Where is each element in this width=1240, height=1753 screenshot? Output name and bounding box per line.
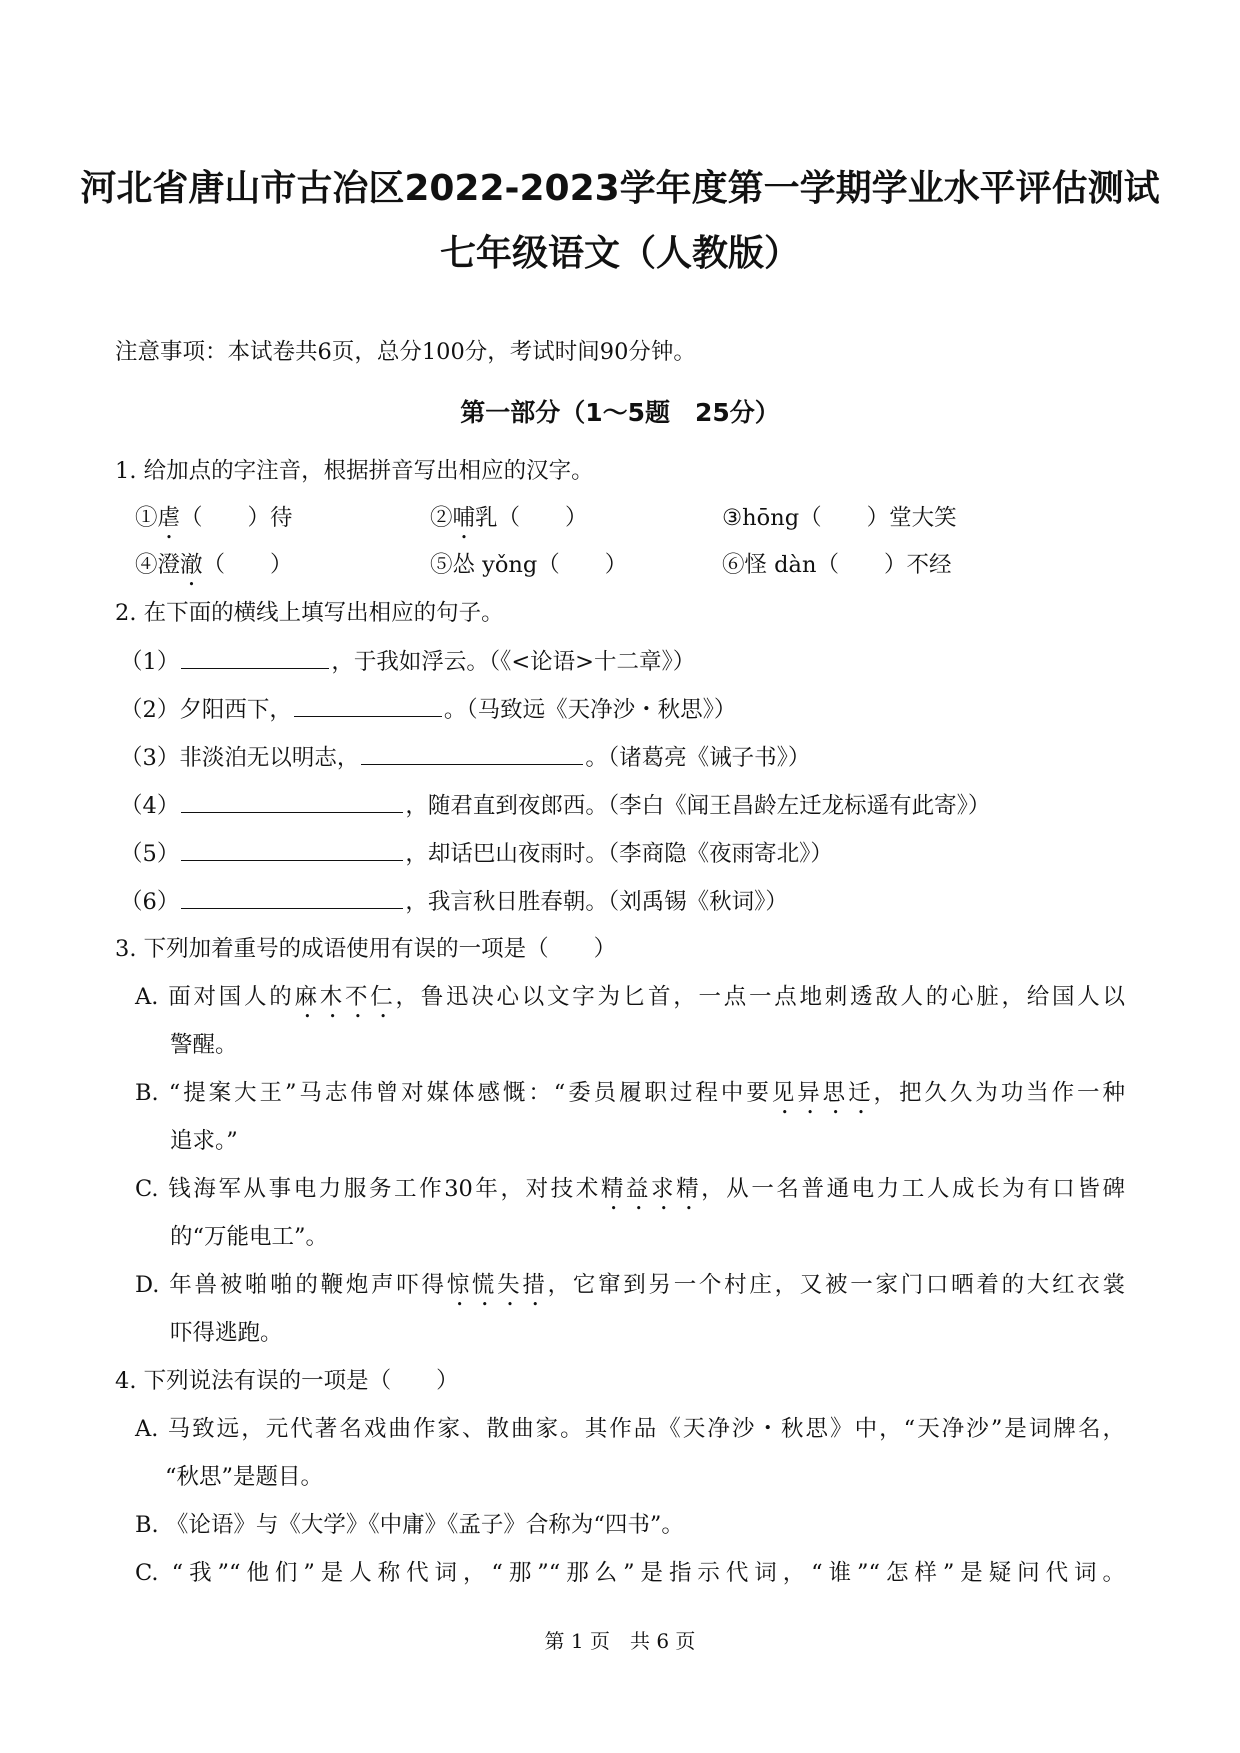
q3-option-c-cont: 的“万能电工”。 <box>170 1224 329 1250</box>
q1-item-3: ③hōng（ ）堂大笑 <box>722 505 957 531</box>
q3-option-b-cont: 追求。” <box>170 1128 238 1154</box>
q4-option-a-cont: “秋思”是题目。 <box>165 1464 324 1490</box>
answer-blank[interactable] <box>294 694 442 717</box>
q1-item-5: ⑤怂 yǒng（ ） <box>430 552 628 578</box>
answer-blank[interactable] <box>181 790 403 813</box>
q3-stem: 3. 下列加着重号的成语使用有误的一项是（ ） <box>115 936 617 962</box>
q3-option-a-cont: 警醒。 <box>170 1032 238 1058</box>
q2-item-6: （6） ，我言秋日胜春朝。（刘禹锡《秋词》） <box>120 886 788 917</box>
q3-option-c: C. 钱海军从事电力服务工作30年，对技术精益求精，从一名普通电力工人成长为有口皆碑 <box>135 1176 1125 1202</box>
q3-option-d-cont: 吓得逃跑。 <box>170 1320 283 1346</box>
q2-item-2: （2）夕阳西下， 。（马致远《天净沙・秋思》） <box>120 694 736 725</box>
q1-item-2: ②哺乳（ ） <box>430 505 588 531</box>
exam-subtitle: 七年级语文（人教版） <box>439 233 800 274</box>
q3-option-b: B. “提案大王”马志伟曾对媒体感慨：“委员履职过程中要见异思迁，把久久为功当作一种 <box>135 1080 1125 1106</box>
answer-blank[interactable] <box>361 742 583 765</box>
page-footer: 第 1 页 共 6 页 <box>544 1629 696 1653</box>
q3-option-a: A. 面对国人的麻木不仁，鲁迅决心以文字为匕首，一点一点地刺透敌人的心脏，给国人以 <box>135 984 1125 1010</box>
q1-item-6: ⑥怪 dàn（ ）不经 <box>722 552 952 578</box>
exam-title: 河北省唐山市古冶区2022-2023学年度第一学期学业水平评估测试 <box>80 168 1160 209</box>
q1-item-1: ①虐（ ）待 <box>135 505 293 531</box>
q2-item-1: （1） ，于我如浮云。（《<论语>十二章》） <box>120 646 695 677</box>
q2-item-5: （5） ，却话巴山夜雨时。（李商隐《夜雨寄北》） <box>120 838 833 869</box>
exam-notice: 注意事项：本试卷共6页，总分100分，考试时间90分钟。 <box>115 339 696 365</box>
answer-blank[interactable] <box>181 838 403 861</box>
q2-item-3: （3）非淡泊无以明志， 。（诸葛亮《诫子书》） <box>120 742 810 773</box>
q4-stem: 4. 下列说法有误的一项是（ ） <box>115 1368 459 1394</box>
section-title: 第一部分（1～5题 25分） <box>460 398 780 427</box>
q2-stem: 2. 在下面的横线上填写出相应的句子。 <box>115 600 504 626</box>
q3-option-d: D. 年兽被啪啪的鞭炮声吓得惊慌失措，它窜到另一个村庄，又被一家门口晒着的大红衣裳 <box>135 1272 1125 1298</box>
q4-option-c: C. “我”“他们”是人称代词，“那”“那么”是指示代词，“谁”“怎样”是疑问代词。 <box>135 1560 1125 1586</box>
answer-blank[interactable] <box>181 646 329 669</box>
q1-item-4: ④澄澈（ ） <box>135 552 293 578</box>
q4-option-a: A. 马致远，元代著名戏曲作家、散曲家。其作品《天净沙・秋思》中，“天净沙”是词牌名， <box>135 1416 1125 1442</box>
q4-option-b: B. 《论语》与《大学》《中庸》《孟子》合称为“四书”。 <box>135 1512 684 1538</box>
q1-stem: 1. 给加点的字注音，根据拼音写出相应的汉字。 <box>115 458 594 484</box>
answer-blank[interactable] <box>181 886 403 909</box>
q2-item-4: （4） ，随君直到夜郎西。（李白《闻王昌龄左迁龙标遥有此寄》） <box>120 790 990 821</box>
